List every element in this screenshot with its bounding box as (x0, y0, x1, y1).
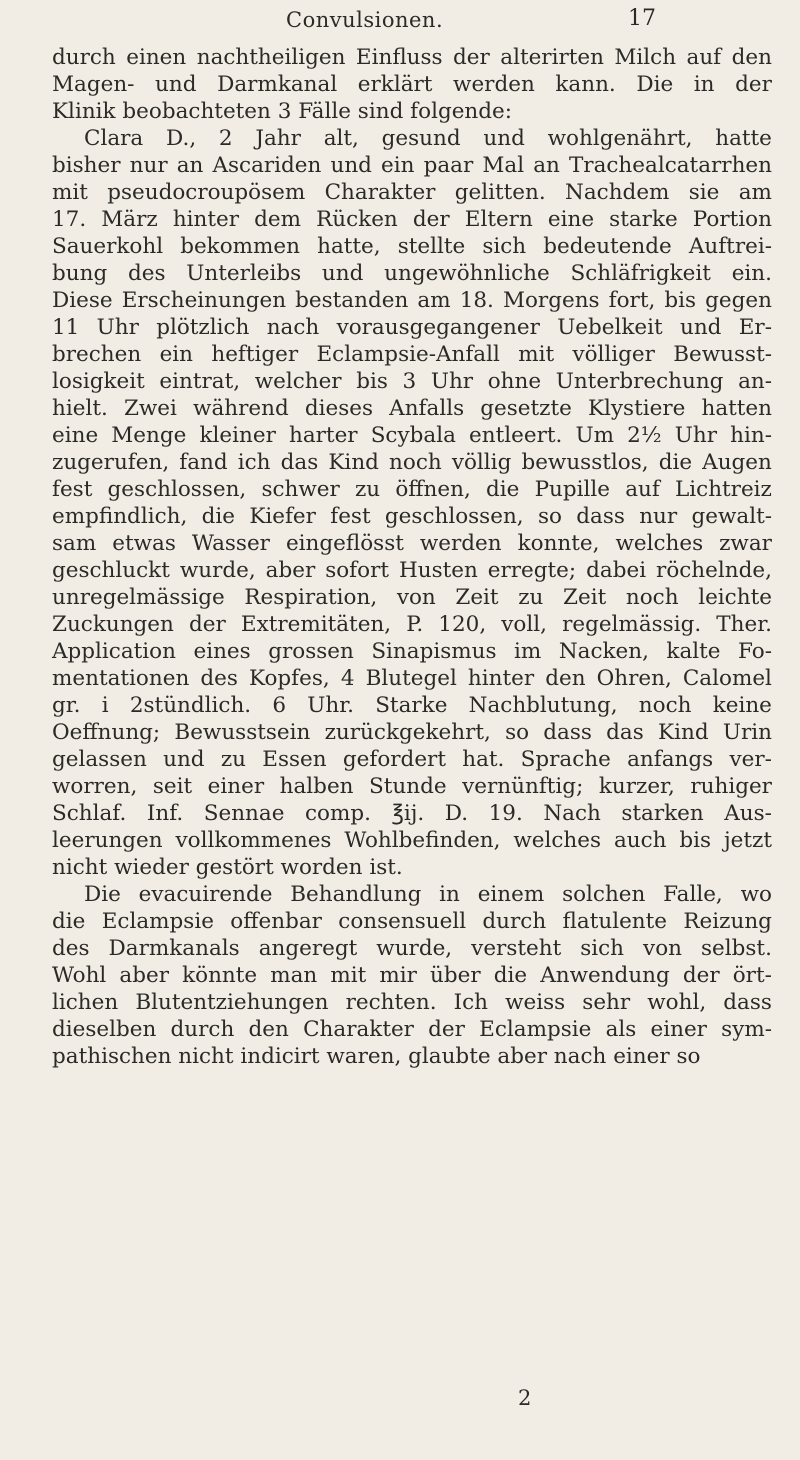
page-number: 17 (628, 6, 656, 31)
text-line: mit pseudocroupösem Charakter gelitten. Nachdem sie am (52, 180, 772, 205)
text-line: sam etwas Wasser eingeflösst werden konnte, welches zwar (52, 531, 772, 556)
text-line: des Darmkanals angeregt wurde, versteht sich von selbst. (52, 936, 772, 961)
text-line: Magen- und Darmkanal erklärt werden kann. Die in der (52, 72, 772, 97)
body-text (52, 44, 772, 1070)
text-line: hielt. Zwei während dieses Anfalls gesetzte Klystiere hatten (52, 396, 772, 421)
text-line: Sauerkohl bekommen hatte, stellte sich bedeutende Auftrei- (52, 234, 772, 259)
running-head: Convulsionen. (286, 8, 444, 32)
text-line: durch einen nachtheiligen Einfluss der alterirten Milch auf den (52, 45, 772, 70)
text-line: Oeffnung; Bewusstsein zurückgekehrt, so dass das Kind Urin (52, 720, 772, 745)
text-line: lichen Blutentziehungen rechten. Ich weiss sehr wohl, dass (52, 990, 772, 1015)
text-line: Schlaf. Inf. Sennae comp. ℥ij. D. 19. Nach starken Aus- (52, 801, 772, 826)
text-line: bung des Unterleibs und ungewöhnliche Schläfrigkeit ein. (52, 261, 772, 286)
text-line: empfindlich, die Kiefer fest geschlossen, so dass nur gewalt- (52, 504, 772, 529)
text-line: unregelmässige Respiration, von Zeit zu Zeit noch leichte (52, 585, 772, 610)
text-line: losigkeit eintrat, welcher bis 3 Uhr ohne Unterbrechung an- (52, 369, 772, 394)
text-line: geschluckt wurde, aber sofort Husten erregte; dabei röchelnde, (52, 558, 772, 583)
text-line: Wohl aber könnte man mit mir über die Anwendung der ört- (52, 963, 772, 988)
text-line: worren, seit einer halben Stunde vernünftig; kurzer, ruhiger (52, 774, 772, 799)
text-line: gelassen und zu Essen gefordert hat. Sprache anfangs ver- (52, 747, 772, 772)
text-line: Klinik beobachteten 3 Fälle sind folgende: (52, 99, 513, 124)
text-line: bisher nur an Ascariden und ein paar Mal an Trachealcatarrhen (52, 153, 772, 178)
text-line: die Eclampsie offenbar consensuell durch flatulente Reizung (52, 909, 772, 934)
text-line: nicht wieder gestört worden ist. (52, 855, 403, 880)
text-line: Application eines grossen Sinapismus im Nacken, kalte Fo- (52, 639, 772, 664)
text-line: leerungen vollkommenes Wohlbefinden, welches auch bis jetzt (52, 828, 772, 853)
text-line: Diese Erscheinungen bestanden am 18. Morgens fort, bis gegen (52, 288, 772, 313)
text-line: 11 Uhr plötzlich nach vorausgegangener Uebelkeit und Er- (52, 315, 772, 340)
text-line: eine Menge kleiner harter Scybala entleert. Um 2½ Uhr hin- (52, 423, 772, 448)
text-line: pathischen nicht indicirt waren, glaubte aber nach einer so (52, 1044, 701, 1069)
text-line: brechen ein heftiger Eclampsie-Anfall mit völliger Bewusst- (52, 342, 772, 367)
text-line: dieselben durch den Charakter der Eclampsie als einer sym- (52, 1017, 772, 1042)
signature-mark: 2 (518, 1386, 532, 1410)
text-line: Zuckungen der Extremitäten, P. 120, voll, regelmässig. Ther. (52, 612, 772, 637)
text-line: Clara D., 2 Jahr alt, gesund und wohlgenährt, hatte (84, 126, 772, 151)
text-line: 17. März hinter dem Rücken der Eltern eine starke Portion (52, 207, 772, 232)
page-header (0, 6, 800, 36)
text-line: mentationen des Kopfes, 4 Blutegel hinter den Ohren, Calomel (52, 666, 772, 691)
text-line: Die evacuirende Behandlung in einem solchen Falle, wo (84, 882, 772, 907)
text-line: fest geschlossen, schwer zu öffnen, die Pupille auf Lichtreiz (52, 477, 772, 502)
text-line: gr. i 2stündlich. 6 Uhr. Starke Nachblutung, noch keine (52, 693, 772, 718)
text-line: zugerufen, fand ich das Kind noch völlig bewusstlos, die Augen (52, 450, 772, 475)
